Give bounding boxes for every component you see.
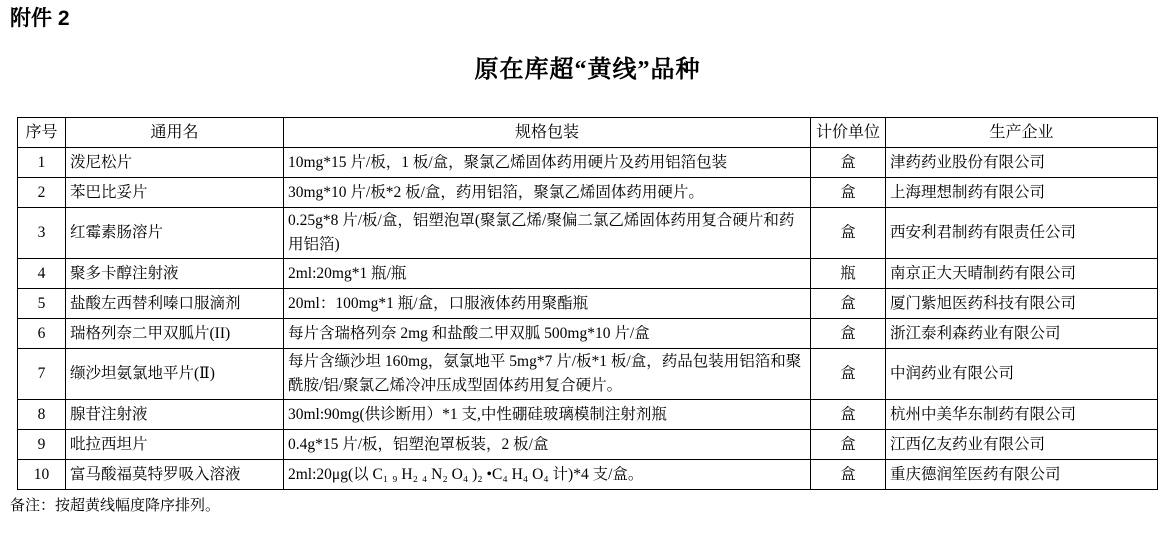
row-no-cell: 4 (18, 259, 66, 289)
table-row (18, 259, 1158, 289)
row-no-cell: 1 (18, 148, 66, 178)
table-body (18, 148, 1158, 490)
table-row (18, 319, 1158, 349)
column-header-no: 序号 (18, 118, 66, 148)
row-no-cell: 3 (18, 208, 66, 259)
generic-name-cell: 聚多卡醇注射液 (66, 259, 284, 289)
column-header-generic-name: 通用名 (66, 118, 284, 148)
generic-name-cell: 腺苷注射液 (66, 400, 284, 430)
column-header-manufacturer: 生产企业 (886, 118, 1158, 148)
row-no-cell: 5 (18, 289, 66, 319)
drug-table (17, 117, 1158, 490)
pricing-unit-cell: 盒 (811, 208, 886, 259)
column-header-spec: 规格包装 (284, 118, 811, 148)
generic-name-cell: 红霉素肠溶片 (66, 208, 284, 259)
row-no-cell: 8 (18, 400, 66, 430)
manufacturer-cell: 津药药业股份有限公司 (886, 148, 1158, 178)
generic-name-cell: 瑞格列奈二甲双胍片(II) (66, 319, 284, 349)
table-row (18, 430, 1158, 460)
table-row (18, 208, 1158, 259)
spec-packaging-cell: 每片含瑞格列奈 2mg 和盐酸二甲双胍 500mg*10 片/盒 (284, 319, 811, 349)
row-no-cell: 10 (18, 460, 66, 490)
spec-packaging-cell: 0.4g*15 片/板，铝塑泡罩板装，2 板/盒 (284, 430, 811, 460)
page-title: 原在库超“黄线”品种 (474, 57, 701, 83)
table-header (18, 118, 1158, 148)
manufacturer-cell: 西安利君制药有限责任公司 (886, 208, 1158, 259)
generic-name-cell: 缬沙坦氨氯地平片(Ⅱ) (66, 349, 284, 400)
row-no-cell: 9 (18, 430, 66, 460)
spec-packaging-cell: 20ml：100mg*1 瓶/盒，口服液体药用聚酯瓶 (284, 289, 811, 319)
column-header-unit: 计价单位 (811, 118, 886, 148)
pricing-unit-cell: 盒 (811, 148, 886, 178)
spec-packaging-cell: 2ml:20μg(以 C₁ ₉ H₂ ₄ N₂ O₄ )₂ •C₄ H₄ O₄ 计)*4 支/盒。 (284, 460, 811, 490)
pricing-unit-cell: 盒 (811, 430, 886, 460)
generic-name-cell: 泼尼松片 (66, 148, 284, 178)
pricing-unit-cell: 盒 (811, 289, 886, 319)
pricing-unit-cell: 盒 (811, 460, 886, 490)
pricing-unit-cell: 盒 (811, 400, 886, 430)
spec-packaging-cell: 0.25g*8 片/板/盒，铝塑泡罩(聚氯乙烯/聚偏二氯乙烯固体药用复合硬片和药用铝箔) (284, 208, 811, 259)
generic-name-cell: 富马酸福莫特罗吸入溶液 (66, 460, 284, 490)
table-row (18, 400, 1158, 430)
manufacturer-cell: 重庆德润笙医药有限公司 (886, 460, 1158, 490)
manufacturer-cell: 厦门紫旭医药科技有限公司 (886, 289, 1158, 319)
table-header-row (18, 118, 1158, 148)
manufacturer-cell: 中润药业有限公司 (886, 349, 1158, 400)
spec-packaging-cell: 2ml:20mg*1 瓶/瓶 (284, 259, 811, 289)
table-row (18, 460, 1158, 490)
row-no-cell: 7 (18, 349, 66, 400)
spec-packaging-cell: 30mg*10 片/板*2 板/盒，药用铝箔，聚氯乙烯固体药用硬片。 (284, 178, 811, 208)
spec-packaging-cell: 10mg*15 片/板，1 板/盒，聚氯乙烯固体药用硬片及药用铝箔包装 (284, 148, 811, 178)
row-no-cell: 6 (18, 319, 66, 349)
table-row (18, 178, 1158, 208)
pricing-unit-cell: 盒 (811, 349, 886, 400)
attachment-label: 附件 2 (10, 7, 70, 30)
footer-note: 备注：按超黄线幅度降序排列。 (10, 498, 221, 514)
manufacturer-cell: 江西亿友药业有限公司 (886, 430, 1158, 460)
manufacturer-cell: 南京正大天晴制药有限公司 (886, 259, 1158, 289)
manufacturer-cell: 上海理想制药有限公司 (886, 178, 1158, 208)
generic-name-cell: 吡拉西坦片 (66, 430, 284, 460)
table-row (18, 148, 1158, 178)
row-no-cell: 2 (18, 178, 66, 208)
spec-packaging-cell: 30ml:90mg(供诊断用）*1 支,中性硼硅玻璃模制注射剂瓶 (284, 400, 811, 430)
generic-name-cell: 盐酸左西替利嗪口服滴剂 (66, 289, 284, 319)
pricing-unit-cell: 瓶 (811, 259, 886, 289)
table-row (18, 289, 1158, 319)
spec-packaging-cell: 每片含缬沙坦 160mg，氨氯地平 5mg*7 片/板*1 板/盒，药品包装用铝箔和聚酰胺/铝/聚氯乙烯冷冲压成型固体药用复合硬片。 (284, 349, 811, 400)
generic-name-cell: 苯巴比妥片 (66, 178, 284, 208)
manufacturer-cell: 杭州中美华东制药有限公司 (886, 400, 1158, 430)
pricing-unit-cell: 盒 (811, 319, 886, 349)
pricing-unit-cell: 盒 (811, 178, 886, 208)
table-row (18, 349, 1158, 400)
manufacturer-cell: 浙江泰利森药业有限公司 (886, 319, 1158, 349)
